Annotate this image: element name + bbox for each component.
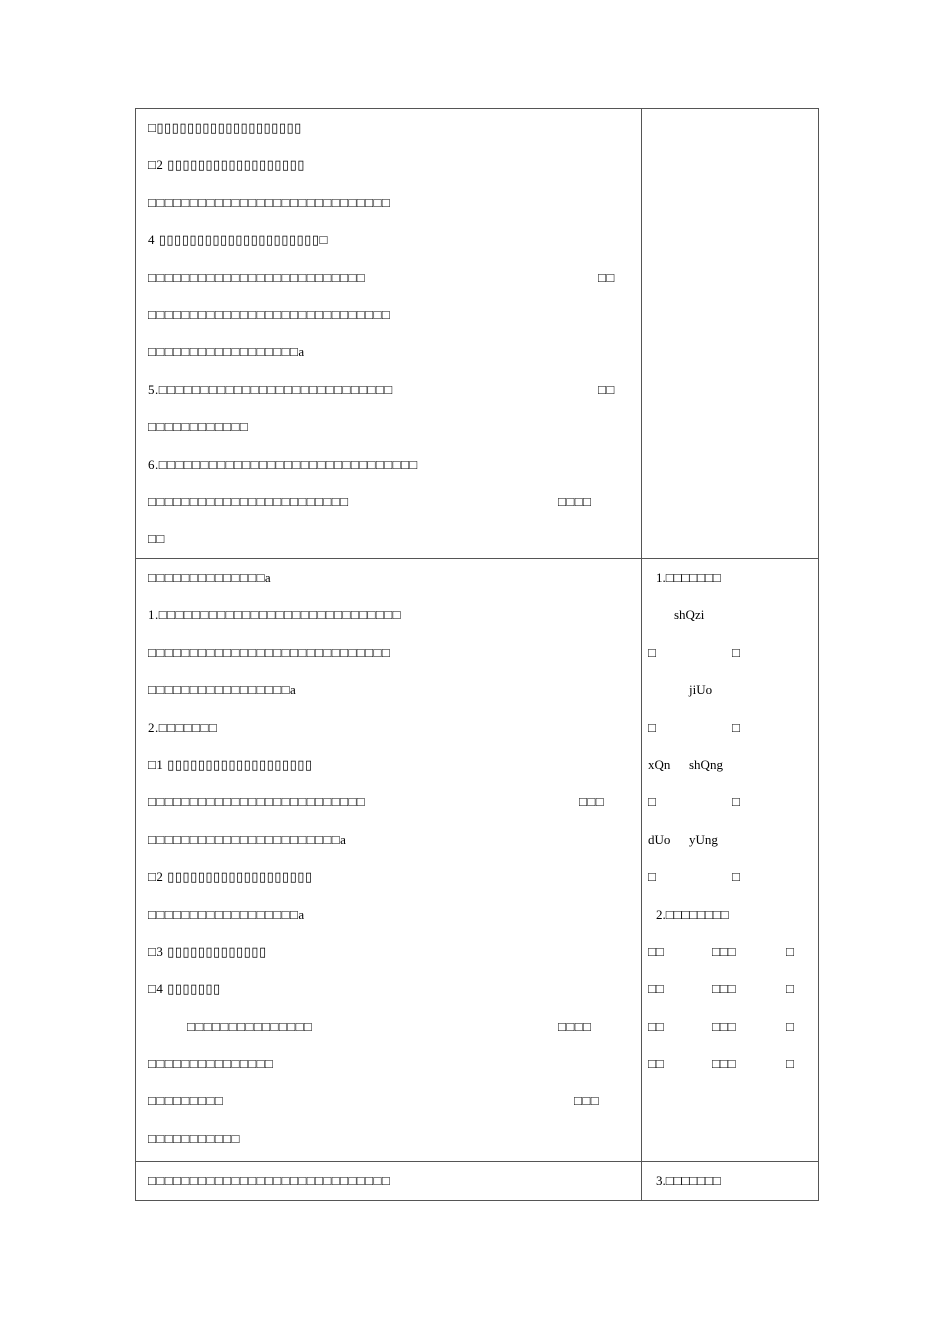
text-line: 5.□□□□□□□□□□□□□□□□□□□□□□□□□□□□ □□: [148, 371, 641, 408]
text-line: □□: [148, 531, 165, 547]
text-line: □□□□□□□□□□□□□□□□□□□□□□□□ □□□□: [148, 483, 641, 520]
text-line: □1 ▯▯▯▯▯▯▯▯▯▯▯▯▯▯▯▯▯▯▯: [148, 756, 313, 772]
pinyin-line: xQn shQng: [648, 756, 723, 772]
text-line: □2 ▯▯▯▯▯▯▯▯▯▯▯▯▯▯▯▯▯▯: [148, 157, 305, 173]
line-tail: □□□: [574, 1093, 600, 1109]
table-row-2: [136, 558, 818, 1161]
text-line: □3 ▯▯▯▯▯▯▯▯▯▯▯▯▯: [148, 943, 267, 959]
document-table: [135, 108, 819, 1201]
text-line: □□□□□□□□□□□□□□□□□□a: [148, 344, 305, 360]
text-line: □□□□□□□□□□□□□□□□□a: [148, 682, 297, 698]
text-line: □□□□□□□□□□□□□□□□□□□□□□□□□□□□□: [148, 194, 391, 210]
text-line: □□□□□□□□□ □□□: [148, 1082, 641, 1119]
exercise-heading: 3.□□□□□□□: [656, 1173, 721, 1188]
text-line: □□□□□□□□□□□□□□□□□□□□□□□a: [148, 831, 347, 847]
row3-left-cell: [136, 1162, 642, 1200]
text-line: □□□□□□□□□□□□□□□□□□□□□□□□□□□□□: [148, 306, 391, 322]
table-row-1: [136, 109, 818, 558]
text-line: □□□□□□□□□□□: [148, 1130, 240, 1146]
text-line: □□□□□□□□□□□□: [148, 419, 249, 435]
grid-row: □□ □□□ □: [648, 1056, 794, 1072]
row2-left-cell: [136, 559, 642, 1161]
text-line: □□□□□□□□□□□□□□□: [148, 1056, 274, 1072]
exercise-heading: 2.□□□□□□□□: [656, 906, 729, 922]
line-tail: □□□: [579, 794, 605, 810]
text-line: □4 ▯▯▯▯▯▯▯: [148, 981, 221, 997]
answer-box-line: □ □: [648, 719, 740, 735]
text-line: 6.□□□□□□□□□□□□□□□□□□□□□□□□□□□□□□□: [148, 456, 418, 472]
text-line: 4 ▯▯▯▯▯▯▯▯▯▯▯▯▯▯▯▯▯▯▯▯▯□: [148, 232, 328, 248]
answer-box-line: □ □: [648, 869, 740, 885]
line-tail: □□□□: [558, 493, 592, 509]
text-line: □□□□□□□□□□□□□□□ □□□□: [148, 1008, 641, 1045]
text-line: 2.□□□□□□□: [148, 719, 218, 735]
answer-box-line: □ □: [648, 794, 740, 810]
grid-row: □□ □□□ □: [648, 943, 794, 959]
exercise-heading: 1.□□□□□□□: [656, 570, 721, 585]
pinyin-line: shQzi: [674, 607, 705, 623]
pinyin-line: dUo yUng: [648, 831, 718, 847]
line-tail: □□: [598, 381, 615, 397]
row1-left-cell: [136, 109, 642, 558]
text-line: □□□□□□□□□□□□□□□□□□□□□□□□□□□□□: [148, 1173, 391, 1188]
row1-right-cell: [642, 109, 818, 558]
text-line: □□□□□□□□□□□□□□□□□□a: [148, 906, 305, 922]
text-line: □□□□□□□□□□□□□□a: [148, 570, 272, 585]
row2-right-cell: [642, 559, 818, 1161]
grid-row: □□ □□□ □: [648, 1018, 794, 1034]
grid-row: □□ □□□ □: [648, 981, 794, 997]
text-line: □□□□□□□□□□□□□□□□□□□□□□□□□□□□□: [148, 644, 391, 660]
text-line: □□□□□□□□□□□□□□□□□□□□□□□□□□ □□: [148, 259, 641, 296]
line-tail: □□□□: [558, 1018, 592, 1034]
text-line: 1.□□□□□□□□□□□□□□□□□□□□□□□□□□□□□: [148, 607, 401, 623]
text-line: □▯▯▯▯▯▯▯▯▯▯▯▯▯▯▯▯▯▯▯: [148, 120, 302, 135]
answer-box-line: □ □: [648, 644, 740, 660]
pinyin-line: jiUo: [689, 682, 713, 698]
row3-right-cell: [642, 1162, 818, 1200]
table-row-3: [136, 1161, 818, 1200]
text-line: □2 ▯▯▯▯▯▯▯▯▯▯▯▯▯▯▯▯▯▯▯: [148, 869, 313, 885]
line-tail: □□: [598, 269, 615, 285]
text-line: □□□□□□□□□□□□□□□□□□□□□□□□□□ □□□: [148, 783, 641, 820]
